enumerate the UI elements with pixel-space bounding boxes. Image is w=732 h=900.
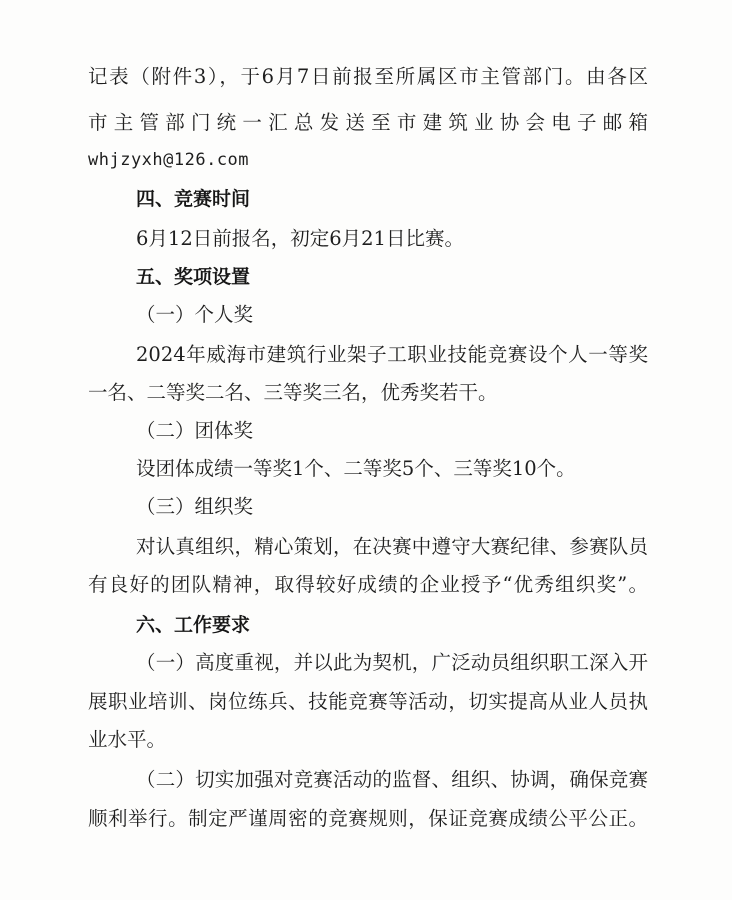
paragraph-line: （二）切实加强对竞赛活动的监督、组织、协调，确保竞赛 [136, 768, 648, 791]
paragraph-line: 记表（附件3），于6月7日前报至所属区市主管部门。由各区 [88, 65, 648, 88]
paragraph-line: （一）高度重视，并以此为契机，广泛动员组织职工深入开 [136, 651, 648, 674]
paragraph-line: 业水平。 [88, 728, 167, 751]
paragraph-line: 顺利举行。制定严谨周密的竞赛规则，保证竞赛成绩公平公正。 [88, 807, 648, 830]
section-heading-competition-time: 四、竞赛时间 [136, 188, 251, 210]
paragraph-line: 设团体成绩一等奖1个、二等奖5个、三等奖10个。 [136, 457, 576, 480]
subsection-heading-individual-award: （一）个人奖 [136, 303, 254, 326]
paragraph-line: 展职业培训、岗位练兵、技能竞赛等活动，切实提高从业人员执 [88, 690, 648, 713]
paragraph-line: 2024年威海市建筑行业架子工职业技能竞赛设个人一等奖 [136, 343, 648, 366]
section-heading-awards: 五、奖项设置 [136, 266, 251, 288]
paragraph-line: 对认真组织，精心策划，在决赛中遵守大赛纪律、参赛队员 [136, 535, 648, 558]
section-heading-work-requirements: 六、工作要求 [136, 614, 251, 636]
paragraph-line: 一名、二等奖二名、三等奖三名，优秀奖若干。 [88, 381, 498, 404]
subsection-heading-team-award: （二）团体奖 [136, 419, 254, 442]
paragraph-line: 有良好的团队精神，取得较好成绩的企业授予“优秀组织奖”。 [88, 573, 648, 596]
subsection-heading-organization-award: （三）组织奖 [136, 495, 254, 518]
email-address: whjzyxh@126.com [88, 150, 250, 170]
paragraph-line: 市主管部门统一汇总发送至市建筑业协会电子邮箱 [88, 111, 648, 134]
paragraph-line: 6月12日前报名，初定6月21日比赛。 [136, 227, 464, 250]
